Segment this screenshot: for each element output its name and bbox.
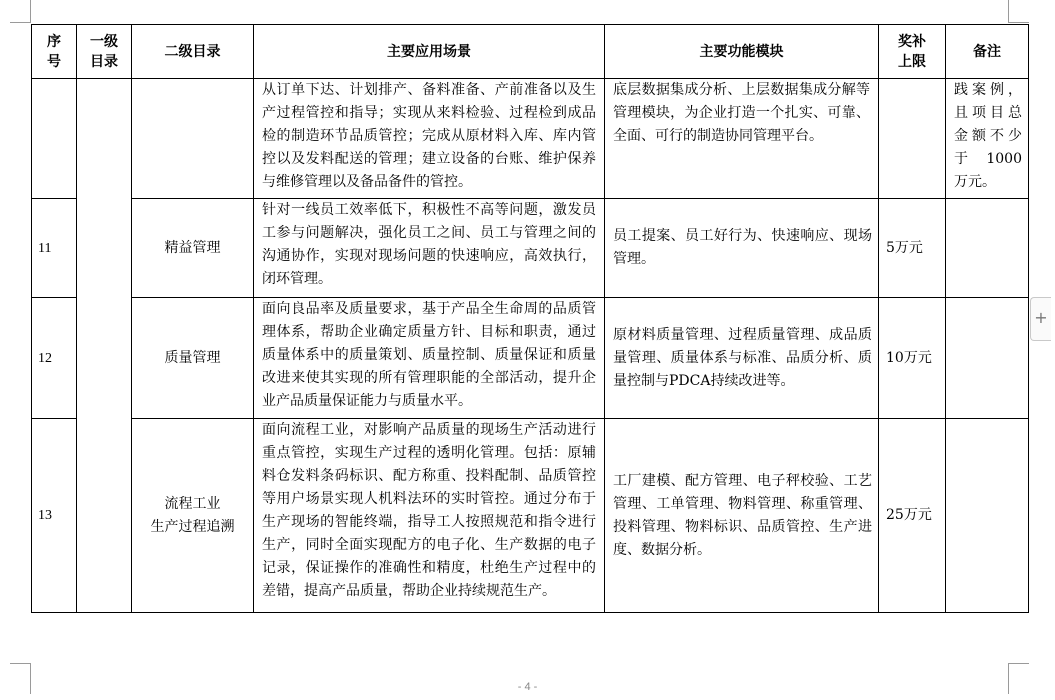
table-row [32, 298, 1029, 419]
crop-mark-top-right [1008, 0, 1029, 23]
cell-scene: 针对一线员工效率低下，积极性不高等问题，激发员工参与问题解决，强化员工之间、员工与管理之间的沟通协作，实现对现场问题的快速响应，高效执行，闭环管理。 [254, 199, 605, 298]
cell-limit: 25万元 [879, 419, 946, 613]
cell-limit: 5万元 [879, 199, 946, 298]
cell-scene: 面向流程工业，对影响产品质量的现场生产活动进行重点管控，实现生产过程的透明化管理。包括：原辅料仓发料条码标识、配方称重、投料配制、品质管控等用户场景实现人机料法环的实时管控。通过分布于生产现场的智能终端，指导工人按照规范和指令进行生产，同时全面实现配方的电子化、生产数据的电子记录，保证操作的准确性和精度，杜绝生产过程中的差错，提高产品质量，帮助企业持续规范生产。 [254, 419, 605, 613]
header-limit: 奖补 上限 [879, 25, 946, 79]
header-seq: 序 号 [32, 25, 77, 79]
cell-limit: 10万元 [879, 298, 946, 419]
cell-module: 工厂建模、配方管理、电子秤校验、工艺管理、工单管理、物料管理、称重管理、投料管理、物料标识、品质管控、生产进度、数据分析。 [605, 419, 879, 613]
table-row [32, 199, 1029, 298]
expand-plus-icon[interactable]: + [1030, 297, 1051, 341]
header-module: 主要功能模块 [605, 25, 879, 79]
cell-level2 [132, 79, 254, 199]
cell-level2 [132, 419, 254, 613]
table-row-continuation [32, 79, 1029, 199]
cell-module: 原材料质量管理、过程质量管理、成品质量管理、质量体系与标准、品质分析、质量控制与PDCA持续改进等。 [605, 298, 879, 419]
cell-scene: 面向良品率及质量要求，基于产品全生命周的品质管理体系，帮助企业确定质量方针、目标和职责，通过质量体系中的质量策划、质量控制、质量保证和质量改进来使其实现的所有管理职能的全部活动，提升企业产品质量保证能力与质量水平。 [254, 298, 605, 419]
cell-seq: 13 [32, 419, 77, 613]
cell-level2: 精益管理 [132, 199, 254, 298]
cell-note [946, 199, 1029, 298]
cell-level2-line2: 生产过程追溯 [150, 518, 235, 535]
header-level2: 二级目录 [132, 25, 254, 79]
cell-seq: 12 [32, 298, 77, 419]
cell-level2: 质量管理 [132, 298, 254, 419]
cell-level1-merged [77, 79, 132, 613]
cell-module: 员工提案、员工好行为、快速响应、现场管理。 [605, 199, 879, 298]
cell-note [946, 419, 1029, 613]
cell-scene: 从订单下达、计划排产、备料准备、产前准备以及生产过程管控和指导；实现从来料检验、过程检到成品检的制造环节品质管控；完成从原材料入库、库内管控以及发料配送的管理；建立设备的台账、维护保养与维修管理以及备品备件的管控。 [254, 79, 605, 199]
cell-note [946, 298, 1029, 419]
table-header-row [32, 25, 1029, 79]
cell-seq [32, 79, 77, 199]
page-number: - 4 - [517, 681, 538, 693]
header-note: 备注 [946, 25, 1029, 79]
table-row [32, 419, 1029, 613]
cell-module: 底层数据集成分析、上层数据集成分解等管理模块，为企业打造一个扎实、可靠、全面、可行的制造协同管理平台。 [605, 79, 879, 199]
cell-note: 践案例，且项目总金额不少于1000 万元。 [946, 79, 1029, 199]
subsidy-table [31, 24, 1036, 613]
cell-seq: 11 [32, 199, 77, 298]
cell-limit [879, 79, 946, 199]
crop-mark-top-left [10, 0, 31, 23]
header-level1: 一级 目录 [77, 25, 132, 79]
header-scene: 主要应用场景 [254, 25, 605, 79]
cell-level2-line1: 流程工业 [164, 495, 221, 512]
